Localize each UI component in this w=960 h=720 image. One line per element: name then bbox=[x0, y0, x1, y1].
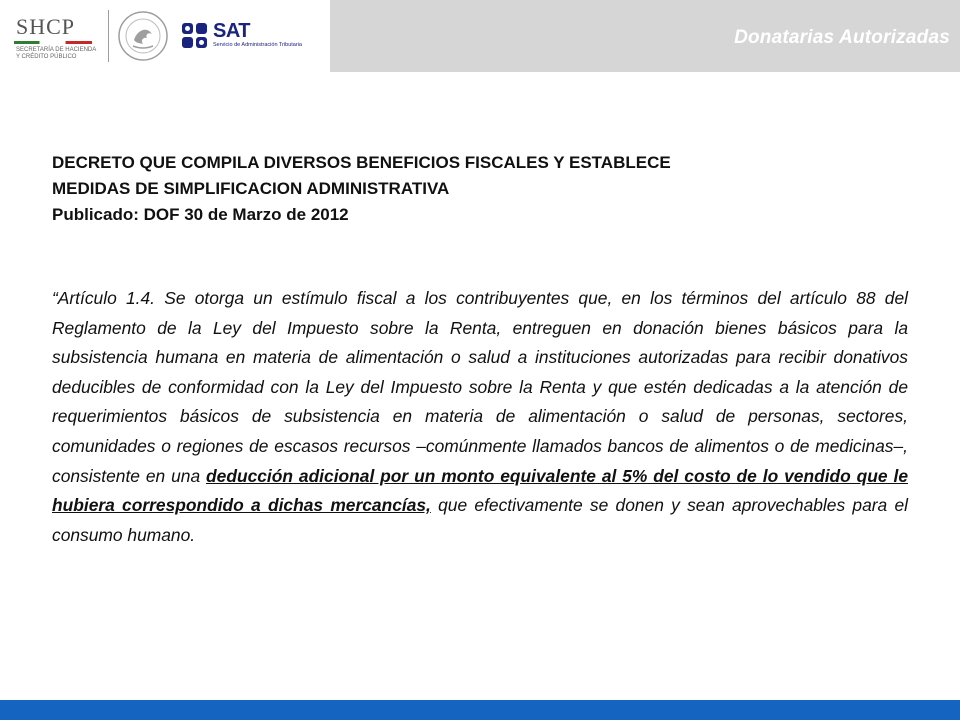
footer-bar bbox=[0, 700, 960, 720]
title-band bbox=[330, 0, 960, 72]
sat-logo bbox=[181, 22, 331, 52]
sat-emblem-icon bbox=[181, 22, 209, 50]
logo-divider bbox=[108, 10, 109, 62]
header bbox=[0, 0, 960, 72]
shcp-subtitle bbox=[16, 47, 96, 61]
publication-date: Publicado: DOF 30 de Marzo de 2012 bbox=[52, 205, 349, 224]
shcp-acronym: SHCP bbox=[16, 14, 76, 39]
article-intro: “Artículo 1.4. Se otorga un estímulo fiscal a los contribuyentes que, en los términos del artículo 88 del Reglamento de la Ley del Impuesto sobre la Renta, entreguen en donación bienes básicos para la subsistencia humana en materia de alimentación o salud a instituciones autorizadas para recibir donativos deducibles de conformidad con la Ley del Impuesto sobre la Renta y que estén dedicadas a la atención de requerimientos básicos de subsistencia en materia de alimentación o salud de personas, sectores, comunidades o regiones de escasos recursos –comúnmente llamados bancos de alimentos o de medicinas–, consistente en una bbox=[52, 288, 908, 486]
sat-acronym: SAT bbox=[213, 20, 251, 42]
decree-title-line1: DECRETO QUE COMPILA DIVERSOS BENEFICIOS FISCALES Y ESTABLECE bbox=[52, 153, 671, 172]
article-emphasis: deducción adicional por un monto equivalente al 5% del costo de lo vendido que le hubiera correspondido a dichas mercancías, bbox=[52, 465, 908, 516]
decree-heading bbox=[52, 150, 872, 228]
banner-title: Donatarias Autorizadas bbox=[734, 27, 950, 48]
flag-stripe bbox=[14, 41, 92, 44]
shcp-subtitle-line2: Y CRÉDITO PÚBLICO bbox=[16, 54, 77, 60]
decree-title-line2: MEDIDAS DE SIMPLIFICACION ADMINISTRATIVA bbox=[52, 179, 450, 198]
article-tail: que efectivamente se donen y sean aprovechables para el consumo humano. bbox=[52, 495, 908, 545]
shcp-subtitle-line1: SECRETARÍA DE HACIENDA bbox=[16, 47, 97, 53]
logo-strip bbox=[0, 0, 330, 72]
sat-tagline: Servicio de Administración Tributaria bbox=[213, 42, 302, 48]
article-text bbox=[52, 284, 908, 550]
shcp-logo bbox=[10, 14, 106, 62]
national-seal-icon bbox=[117, 10, 169, 62]
